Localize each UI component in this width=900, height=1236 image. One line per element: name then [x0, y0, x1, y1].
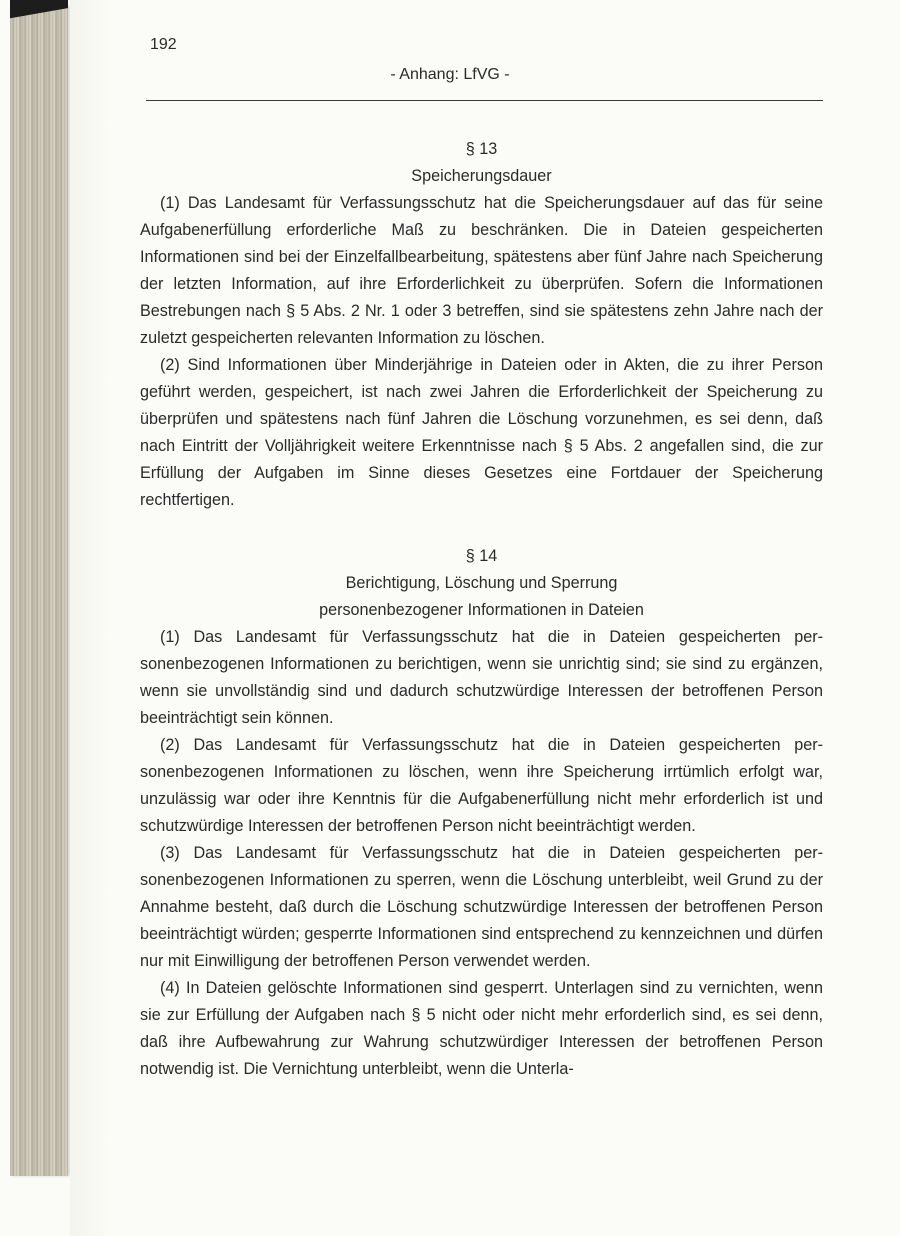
paragraph: (2) Sind Informationen über Minderjährige in Dateien oder in Akten, die zu ihrer Person geführt werden, gespeichert, ist nach zwei Jahren die Erforderlichkeit der Speicherung zu überprüfen und spätestens nach fünf Jahren die Löschung vorzunehmen, es sei denn, daß nach Eintritt der Volljährigkeit weitere Erkenntnisse nach § 5 Abs. 2 angefallen sind, die zur Erfüllung der Aufgaben im Sinne dieses Gesetzes eine Fortdauer der Speicherung rechtfertigen.	[140, 356, 823, 509]
paragraph: (1) Das Landesamt für Verfassungsschutz hat die in Dateien gespeicherten personenbezogenen Informationen zu berichtigen, wenn sie unrichtig sind; sie sind zu ergänzen, wenn sie unvollständig sind und dadurch schutzwürdige Interessen der betroffenen Person beeinträchtigt sein können.	[140, 628, 823, 727]
paragraph: (1) Das Landesamt für Verfassungsschutz hat die Speicherungsdauer auf das für seine Aufgabenerfüllung erforderliche Maß zu beschränken. Die in Dateien gespeicherten Informationen sind bei der Einzelfallbearbeitung, spätestens aber fünf Jahre nach Speicherung der letzten Information, auf ihre Erforderlichkeit zu überprüfen. Sofern die Informationen Bestrebungen nach § 5 Abs. 2 Nr. 1 oder 3 betreffen, sind sie spätestens zehn Jahre nach der zuletzt gespeicherten relevanten Information zu löschen.	[140, 194, 823, 347]
paragraph: (3) Das Landesamt für Verfassungsschutz hat die in Dateien gespeicherten personenbezogenen Informationen zu sperren, wenn die Löschung unterbleibt, weil Grund zu der Annahme besteht, daß durch die Löschung schutzwürdige Interessen der betroffenen Person beeinträchtigt würden; gesperrte Informationen sind entsprechend zu kennzeichnen und dürfen nur mit Einwilligung der betroffenen Person verwendet werden.	[140, 844, 823, 970]
section-13	[140, 136, 823, 514]
header-rule	[146, 100, 823, 101]
section-number: § 13	[465, 140, 498, 158]
section-title-line-1: Berichtigung, Löschung und Sperrung	[345, 574, 618, 592]
book-page-edges	[10, 6, 68, 1176]
section-title-line-2: personenbezogener Informationen in Dateien	[319, 601, 644, 619]
page-body	[140, 136, 823, 1083]
section-number: § 14	[465, 547, 498, 565]
paragraph: (4) In Dateien gelöschte Informationen sind gesperrt. Unterlagen sind zu vernichten, wenn sie zur Erfüllung der Aufgaben nach § 5 nicht oder nicht mehr erforderlich sind, es sei denn, daß ihre Aufbewahrung zur Wahrung schutzwürdiger Interessen der betroffenen Person notwendig ist. Die Vernichtung unterbleibt, wenn die Unterla-	[140, 979, 823, 1078]
section-spacer	[140, 514, 823, 543]
section-heading	[140, 136, 823, 190]
section-title: Speicherungsdauer	[411, 167, 552, 185]
section-heading	[140, 543, 823, 624]
paragraph: (2) Das Landesamt für Verfassungsschutz hat die in Dateien gespeicherten personenbezogenen Informationen zu löschen, wenn ihre Speicherung irrtümlich erfolgt war, unzulässig war oder ihre Kenntnis für die Aufgabenerfüllung nicht mehr erforderlich ist und schutzwürdige Interessen der betroffenen Person nicht beeinträchtigt werden.	[140, 736, 823, 835]
running-header: - Anhang: LfVG -	[390, 66, 510, 83]
section-14	[140, 543, 823, 1083]
page-number: 192	[150, 36, 177, 53]
